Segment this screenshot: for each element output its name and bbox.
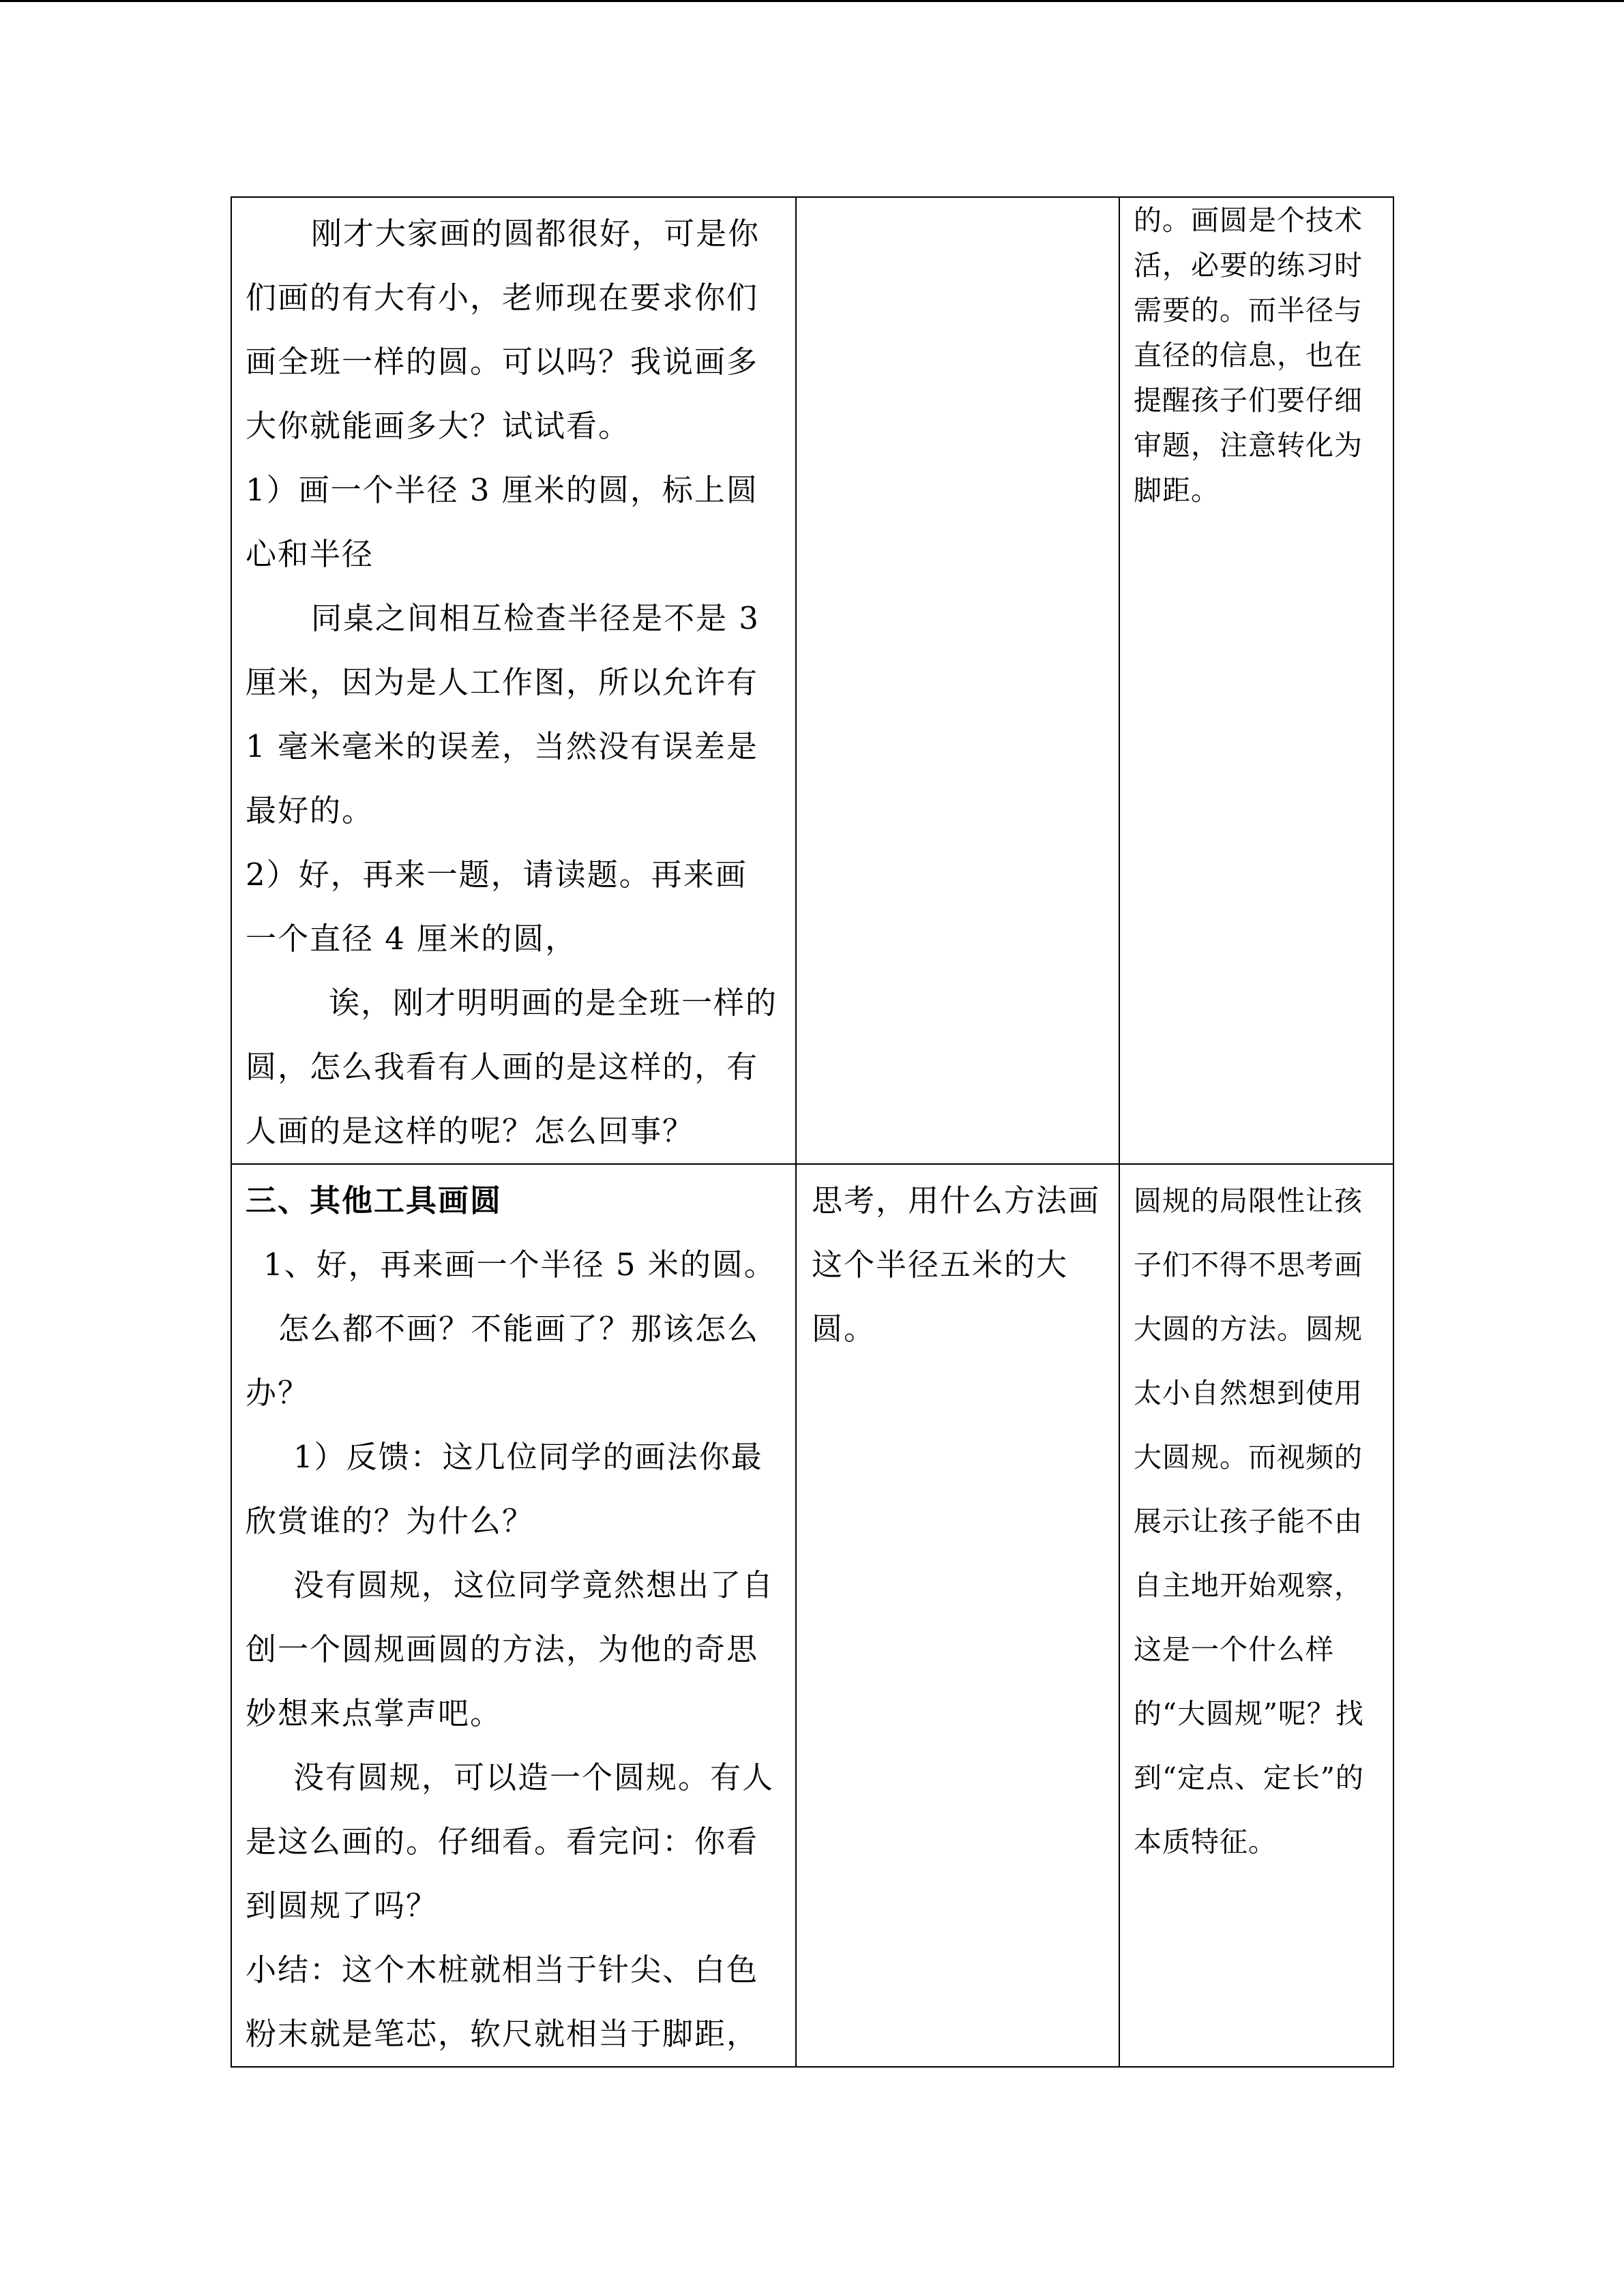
student-activity-cell: [796, 1164, 1119, 2067]
design-intent-cell: [1119, 197, 1393, 1164]
paragraph: 1）反馈：这几位同学的画法你最欣赏谁的？为什么？: [246, 1439, 763, 1539]
student-activity-cell: [796, 197, 1119, 1164]
section-heading: 三、其他工具画圆: [246, 1182, 503, 1219]
teaching-process-cell: [231, 197, 796, 1164]
paragraph: 刚才大家画的圆都很好，可是你们画的有大有小，老师现在要求你们画全班一样的圆。可以吗？我说画多大你就能画多大？试试看。: [246, 215, 761, 444]
design-note: 的。画圆是个技术活，必要的练习时需要的。而半径与直径的信息，也在提醒孩子们要仔细审题，注意转化为脚距。: [1134, 204, 1363, 507]
paragraph: 诶，刚才明明画的是全班一样的圆，怎么我看有人画的是这样的，有人画的是这样的呢？怎么回事？: [246, 985, 778, 1149]
page-top-rule: [0, 0, 1624, 2]
paragraph: 1、好，再来画一个半径 5 米的圆。: [263, 1247, 776, 1283]
paragraph: 怎么都不画？不能画了？那该怎么办？: [246, 1311, 760, 1411]
paragraph: 没有圆规，可以造一个圆规。有人是这么画的。仔细看。看完问：你看到圆规了吗？: [246, 1759, 775, 1924]
paragraph: 同桌之间相互检查半径是不是 3 厘米，因为是人工作图，所以允许有 1 毫米毫米的误差，当然没有误差是最好的。: [246, 600, 760, 829]
paragraph: 小结：这个木桩就相当于针尖、白色粉末就是笔芯，软尺就相当于脚距，: [246, 1952, 759, 2052]
lesson-plan-table: [231, 196, 1394, 2068]
teaching-process-cell: [231, 1164, 796, 2067]
table-row: [231, 197, 1393, 1164]
design-note: 圆规的局限性让孩子们不得不思考画大圆的方法。圆规太小自然想到使用大圆规。而视频的展示让孩子能不由自主地开始观察，这是一个什么样的“大圆规”呢？找到“定点、定长”的本质特征。: [1134, 1184, 1364, 1858]
paragraph: 思考，用什么方法画这个半径五米的大圆。: [812, 1182, 1101, 1347]
design-intent-cell: [1119, 1164, 1393, 2067]
paragraph: 没有圆规，这位同学竟然想出了自创一个圆规画圆的方法，为他的奇思妙想来点掌声吧。: [246, 1567, 775, 1731]
table-row: [231, 1164, 1393, 2067]
paragraph: 2）好，再来一题，请读题。再来画一个直径 4 厘米的圆，: [246, 856, 748, 957]
paragraph: 1）画一个半径 3 厘米的圆，标上圆心和半径: [246, 472, 758, 572]
